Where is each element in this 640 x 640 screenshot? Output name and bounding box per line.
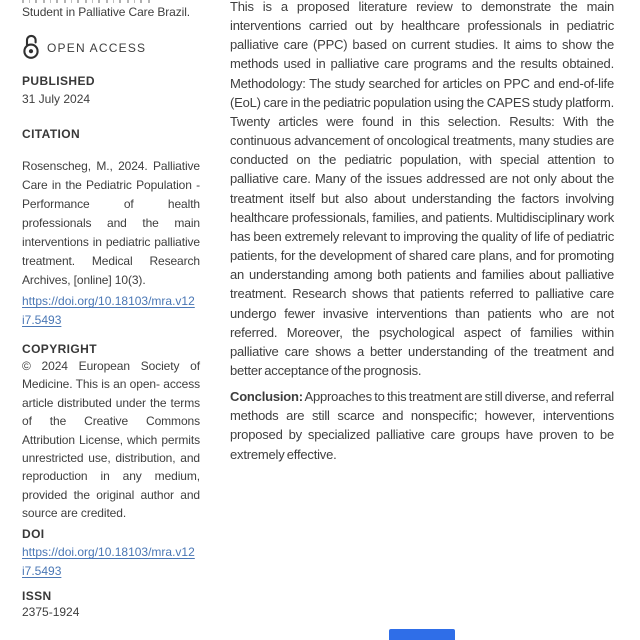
citation-text: Rosenscheg, M., 2024. Palliative Care in the Pediatric Population - Performance of health professionals and the main interventions in pediatric palliative treatment. Medical Research Archives, [online] 10(3).	[22, 159, 200, 287]
doi-link-line1: https://doi.org/10.18103/mra.v12	[22, 294, 195, 308]
doi-link-line1: https://doi.org/10.18103/mra.v12	[22, 545, 195, 559]
conclusion-text: Approaches to this treatment are still diverse, and referral methods are still scarce and nonspecific; however, interventions proposed by specialized palliative care groups have proven to be extremely effective.	[230, 389, 614, 462]
copyright-text: © 2024 European Society of Medicine. This is an open- access article distributed under the terms of the Creative Commons Attribution License, which permits unrestricted use, distribution, and reproduction in any medium, provided the original author and source are credited.	[22, 359, 200, 521]
issn-value: 2375-1924	[22, 605, 80, 619]
open-access-badge	[22, 33, 200, 60]
published-date: 31 July 2024	[22, 92, 91, 106]
clipped-text-line	[22, 0, 154, 3]
issn-heading: ISSN	[22, 589, 52, 603]
open-access-padlock-icon	[22, 33, 40, 60]
article-metadata-sidebar	[22, 0, 200, 640]
copyright-heading: COPYRIGHT	[22, 342, 97, 356]
abstract-paragraph: This is a proposed literature review to demonstrate the main interventions carried out by healthcare professionals in pediatric palliative care (PPC) based on current studies. It aims to show the methods used in palliative care programs and the results obtained. Methodology: The study searched for articles on PPC and end-of-life (EoL) care in the pediatric population using the CAPES study platform. Twenty articles were found in this selection. Results: With the continuous advancement of oncological treatments, many studies are conducted on the pediatric population, with special attention to palliative care. Many of the issues addressed are not only about the treatment itself but also about understanding the factors involving healthcare professionals, families, and patients. Multidisciplinary work has been extremely relevant to improving the quality of life of pediatric patients, for the development of shared care plans, and for promoting an understanding among both patients and families about palliative treatment. Research shows that patients referred to palliative care undergo fewer invasive interventions than patients who are not referred. Moreover, the psychological aspect of families within palliative care shows a better understanding of the treatment and better acceptance of the prognosis.	[230, 0, 614, 378]
doi-link[interactable]	[22, 543, 200, 581]
published-heading: PUBLISHED	[22, 74, 95, 88]
author-affiliation: Student in Palliative Care Brazil.	[22, 5, 191, 19]
doi-link-line2: i7.5493	[22, 313, 62, 327]
conclusion-label: Conclusion:	[230, 389, 303, 405]
citation-doi-link[interactable]	[22, 292, 200, 330]
conclusion-paragraph	[230, 387, 614, 464]
abstract-column	[230, 0, 614, 464]
bottom-blue-bar	[389, 629, 455, 640]
doi-link-line2: i7.5493	[22, 564, 62, 578]
doi-heading: DOI	[22, 527, 45, 541]
citation-heading: CITATION	[22, 127, 81, 141]
open-access-label: OPEN ACCESS	[47, 41, 147, 55]
